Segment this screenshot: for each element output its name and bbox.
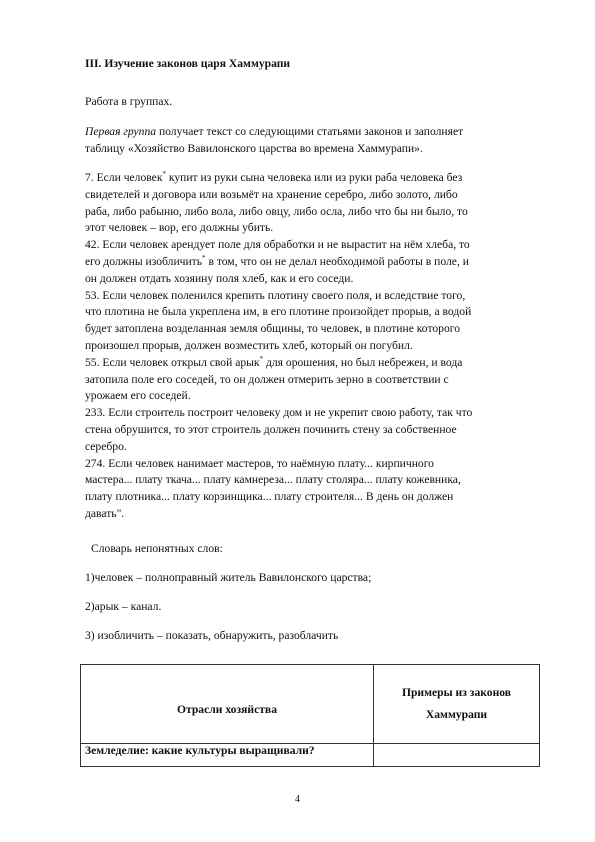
law-3-line <box>85 372 525 389</box>
law-2-line <box>85 338 525 355</box>
law-1-line <box>85 271 525 288</box>
header-law-examples-line1: Примеры из законов <box>401 686 512 699</box>
law-text: затопила поле его соседей, то он должен отмерить зерно в соответствии с <box>85 372 449 386</box>
glossary-item-1: 1)человек – полноправный житель Вавилонского царства; <box>85 571 372 584</box>
law-text: купит из руки сына человека или из руки раба человека без <box>165 171 463 184</box>
law-text: его должны изобличить <box>85 254 203 268</box>
header-law-examples-line2: Хаммурапи <box>425 708 488 721</box>
header-economy-branches: Отрасли хозяйства <box>81 665 374 744</box>
law-5-line <box>85 472 525 489</box>
glossary-item-2: 2)арык – канал. <box>85 600 162 613</box>
footnote-asterisk: * <box>259 354 264 363</box>
laws-text <box>85 170 525 523</box>
glossary-item-3: 3) изобличить – показать, обнаружить, разоблачить <box>85 629 339 642</box>
law-5-line <box>85 489 525 506</box>
law-text: произошел прорыв, должен возместить хлеб, который он погубил. <box>85 338 413 352</box>
law-text: 274. Если человек нанимает мастеров, то наёмную плату... кирпичного <box>85 456 434 470</box>
law-5-line <box>85 506 525 523</box>
law-2-line <box>85 288 525 305</box>
law-text: плату плотника... плату корзинщика... плату строителя... В день он должен <box>85 490 454 504</box>
law-text: 53. Если человек поленился крепить плотину своего поля, и вследствие того, <box>85 288 466 302</box>
law-text: 42. Если человек арендует поле для обработки и не вырастит на нём хлеба, то <box>85 238 470 252</box>
law-text: этот человек – вор, его должны убить. <box>85 221 274 235</box>
header-law-examples <box>374 665 540 744</box>
page-number: 4 <box>295 794 300 805</box>
law-text: раба, либо рабыню, либо вола, либо овцу, либо осла, либо что бы ни было, то <box>85 204 468 218</box>
table-header-row <box>81 665 540 744</box>
law-text: будет затоплена возделанная земля общины, то человек, в плотине которого <box>85 322 461 336</box>
economy-table <box>80 664 540 767</box>
law-text: мастера... плату ткача... плату камнереза... плату столяра... плату кожевника, <box>85 473 461 487</box>
law-3-line <box>85 388 525 405</box>
law-3-line <box>85 355 525 372</box>
law-text: серебро. <box>85 439 127 453</box>
law-1-line <box>85 237 525 254</box>
law-text: в том, что он не делал необходимой работы в поле, и <box>205 254 469 268</box>
law-2-line <box>85 304 525 321</box>
law-text: 233. Если строитель построит человеку дом и не укрепит свою работу, так что <box>85 406 473 420</box>
group-work-label: Работа в группах. <box>85 95 173 108</box>
law-4-line <box>85 422 525 439</box>
intro-text-line2: таблицу «Хозяйство Вавилонского царства во времена Хаммурапи». <box>85 141 423 155</box>
law-2-line <box>85 321 525 338</box>
law-4-line <box>85 405 525 422</box>
footnote-asterisk: * <box>202 253 206 262</box>
law-0-line <box>85 187 525 204</box>
law-text: свидетелей и договора или возьмёт на хранение серебро, либо золото, либо <box>85 187 458 201</box>
intro-paragraph <box>85 124 525 158</box>
law-text: стена обрушится, то этот строитель должен починить стену за собственное <box>85 422 457 436</box>
law-0-line <box>85 204 525 221</box>
law-text: 7. Если человек <box>85 171 163 184</box>
law-text: урожаем его соседей. <box>85 389 191 403</box>
section-heading: III. Изучение законов царя Хаммурапи <box>85 57 291 70</box>
law-0-line <box>85 170 525 187</box>
law-4-line <box>85 439 525 456</box>
first-group-label: Первая группа <box>85 125 157 138</box>
table-cell-agriculture: Земледелие: какие культуры выращивали? <box>81 744 374 767</box>
table-cell-empty[interactable] <box>374 744 540 767</box>
law-0-line <box>85 220 525 237</box>
footnote-asterisk: * <box>162 170 166 178</box>
glossary-title: Словарь непонятных слов: <box>91 542 223 555</box>
table-row <box>81 744 540 767</box>
law-1-line <box>85 254 525 271</box>
intro-text-line1: получает текст со следующими статьями законов и заполняет <box>156 125 464 138</box>
law-5-line <box>85 456 525 473</box>
law-text: давать". <box>85 506 125 520</box>
law-text: он должен отдать хозяину поля хлеб, как и его соседи. <box>85 271 354 285</box>
law-text: 55. Если человек открыл свой арык <box>85 355 260 369</box>
law-text: что плотина не была укреплена им, в его плотине произойдет прорыв, а водой <box>85 305 472 319</box>
law-text: для орошения, но был небрежен, и вода <box>263 355 463 369</box>
